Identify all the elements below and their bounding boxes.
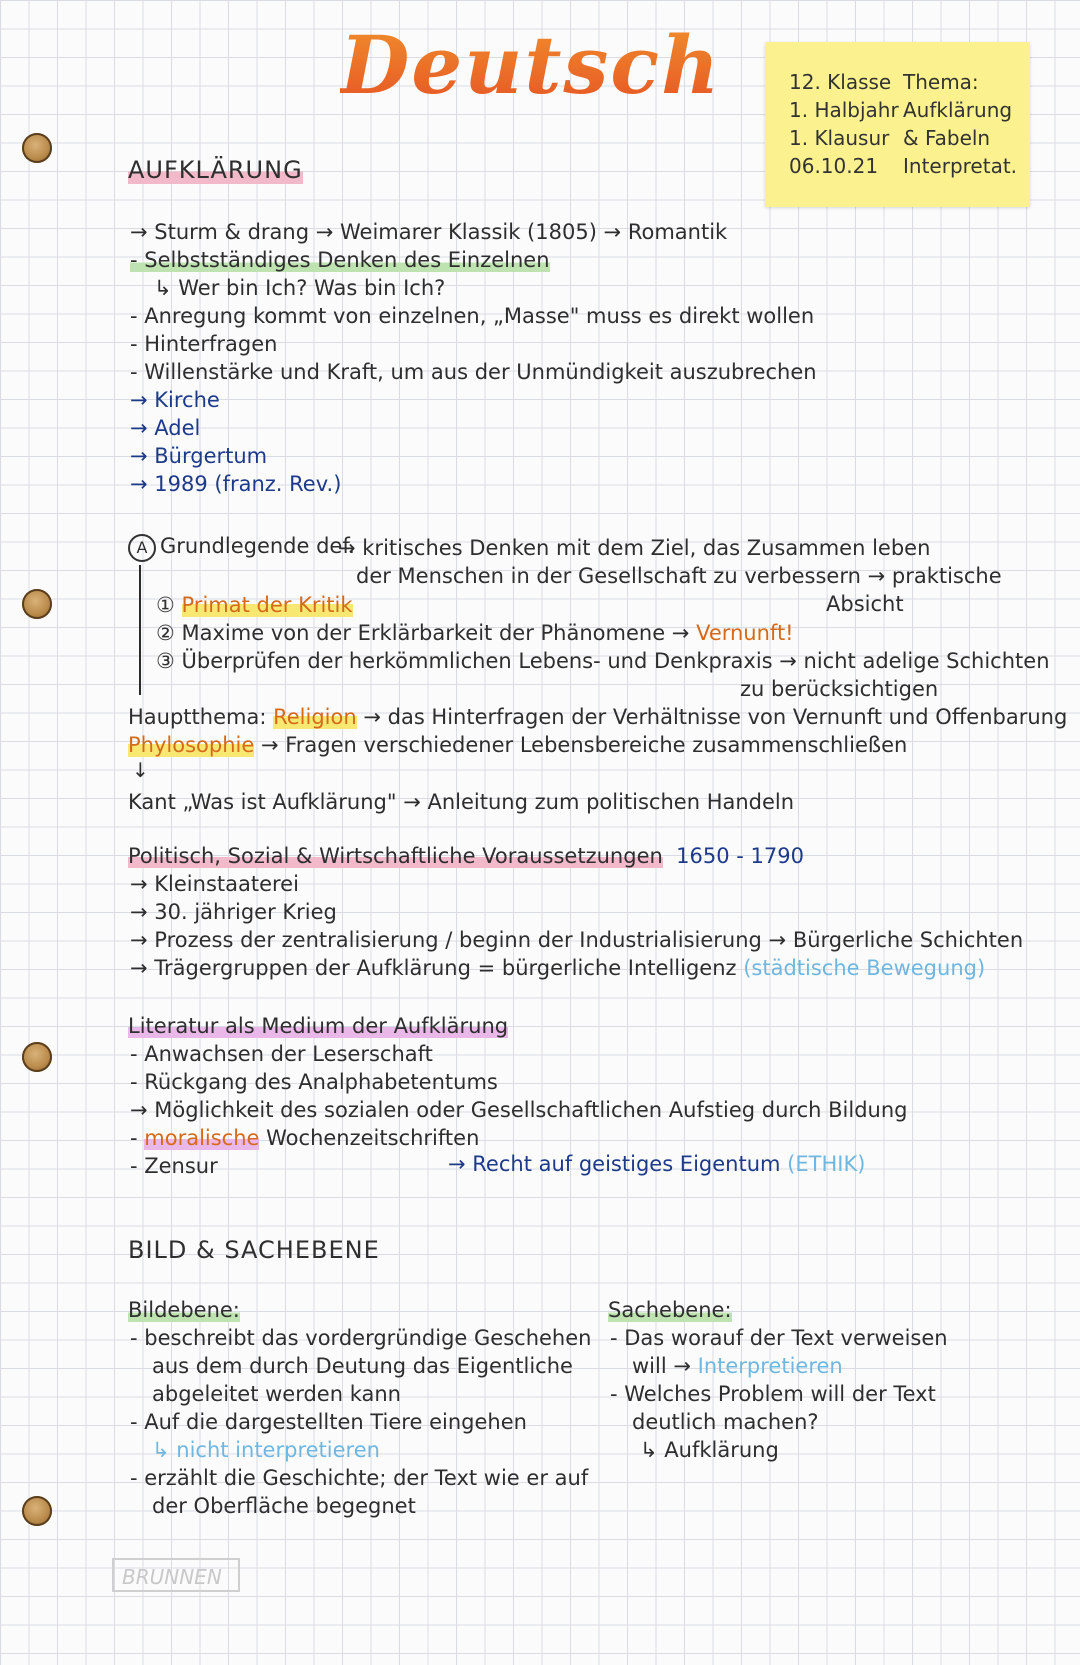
sticky-left-column (789, 68, 899, 180)
circled-a-icon: A (128, 534, 156, 562)
note-line: deutlich machen? (632, 1410, 819, 1434)
kant-line: Kant „Was ist Aufklärung" → Anleitung zum politischen Handeln (128, 790, 795, 814)
definition-line: der Menschen in der Gesellschaft zu verbessern → praktische (356, 564, 1002, 588)
section-heading-literatur: Literatur als Medium der Aufklärung (128, 1014, 509, 1038)
note-line: - Rückgang des Analphabetentums (130, 1070, 498, 1094)
hauptthema-line: Hauptthema: Religion → das Hinterfragen der Verhältnisse von Vernunft und Offenbarung (128, 705, 1068, 729)
note-line: → Adel (130, 416, 201, 440)
note-line: → Prozess der zentralisierung / beginn der Industrialisierung → Bürgerliche Schichten (130, 928, 1024, 952)
note-line: - Hinterfragen (130, 332, 278, 356)
down-arrow-icon: ↓ (132, 758, 149, 782)
note-line: → Bürgertum (130, 444, 268, 468)
note-line: will → Interpretieren (632, 1354, 843, 1378)
binder-hole (22, 589, 52, 619)
definition-point-1: ① Primat der Kritik (156, 593, 353, 617)
sticky-line: Aufklärung (903, 98, 1013, 122)
note-line: ↳ Wer bin Ich? Was bin Ich? (154, 276, 446, 300)
recht-line: → Recht auf geistiges Eigentum (ETHIK) (448, 1152, 866, 1176)
brunnen-logo: BRUNNEN (112, 1558, 240, 1592)
sticky-line: 1. Klausur (789, 126, 890, 150)
sticky-line: 1. Halbjahr (789, 98, 899, 122)
sticky-line: 12. Klasse (789, 70, 892, 94)
definition-label: A Grundlegende def. (128, 532, 355, 562)
section-heading-voraussetzungen: Politisch, Sozial & Wirtschaftliche Voraussetzungen 1650 - 1790 (128, 844, 804, 868)
sticky-right-column (903, 68, 1017, 180)
section-heading-bild-sachebene: BILD & SACHEBENE (128, 1236, 380, 1264)
sticky-line: Interpretat. (903, 154, 1018, 178)
note-line: - Zensur (130, 1154, 218, 1178)
number-3-icon: ③ (156, 649, 175, 673)
sticky-line: & Fabeln (903, 126, 991, 150)
note-line: - Anwachsen der Leserschaft (130, 1042, 433, 1066)
sticky-line: Thema: (903, 70, 979, 94)
page-title: Deutsch (340, 18, 722, 112)
definition-point-3-cont: zu berücksichtigen (740, 677, 939, 701)
definition-point-3: ③ Überprüfen der herkömmlichen Lebens- und Denkpraxis → nicht adelige Schichten (156, 649, 1050, 673)
note-line: - Selbstständiges Denken des Einzelnen (130, 248, 550, 272)
philosophie-line: Phylosophie → Fragen verschiedener Lebensbereiche zusammenschließen (128, 733, 908, 757)
definition-line: → kritisches Denken mit dem Ziel, das Zusammen leben (338, 536, 931, 560)
note-line: - beschreibt das vordergründige Geschehen (130, 1326, 592, 1350)
note-line: → 1989 (franz. Rev.) (130, 472, 342, 496)
number-2-icon: ② (156, 621, 175, 645)
binder-hole (22, 1042, 52, 1072)
binder-hole (22, 133, 52, 163)
note-line: - Willenstärke und Kraft, um aus der Unmündigkeit auszubrechen (130, 360, 817, 384)
note-line: - Welches Problem will der Text (610, 1382, 936, 1406)
bracket-line (139, 565, 141, 695)
note-line: - moralische Wochenzeitschriften (130, 1126, 480, 1150)
note-line: abgeleitet werden kann (152, 1382, 401, 1406)
definition-point-2: ② Maxime von der Erklärbarkeit der Phänomene → Vernunft! (156, 621, 794, 645)
sticky-note (765, 42, 1030, 207)
sachebene-title: Sachebene: (608, 1298, 732, 1322)
note-line: → 30. jähriger Krieg (130, 900, 337, 924)
note-line: aus dem durch Deutung das Eigentliche (152, 1354, 573, 1378)
note-line: ↳ nicht interpretieren (152, 1438, 380, 1462)
note-line: der Oberfläche begegnet (152, 1494, 416, 1518)
note-line: ↳ Aufklärung (640, 1438, 779, 1462)
note-line: - Anregung kommt von einzelnen, „Masse" muss es direkt wollen (130, 304, 815, 328)
note-line: → Kleinstaaterei (130, 872, 299, 896)
note-line: - Auf die dargestellten Tiere eingehen (130, 1410, 527, 1434)
note-line: → Sturm & drang → Weimarer Klassik (1805) → Romantik (130, 220, 728, 244)
bildebene-title: Bildebene: (128, 1298, 240, 1322)
note-line: - Das worauf der Text verweisen (610, 1326, 948, 1350)
number-1-icon: ① (156, 593, 175, 617)
binder-hole (22, 1496, 52, 1526)
note-line: → Möglichkeit des sozialen oder Gesellschaftlichen Aufstieg durch Bildung (130, 1098, 908, 1122)
note-line: → Trägergruppen der Aufklärung = bürgerliche Intelligenz (städtische Bewegung) (130, 956, 986, 980)
definition-line: Absicht (826, 592, 904, 616)
note-line: - erzählt die Geschichte; der Text wie er auf (130, 1466, 589, 1490)
sticky-line: 06.10.21 (789, 154, 879, 178)
section-heading-aufklaerung: AUFKLÄRUNG (128, 156, 303, 184)
note-line: → Kirche (130, 388, 220, 412)
